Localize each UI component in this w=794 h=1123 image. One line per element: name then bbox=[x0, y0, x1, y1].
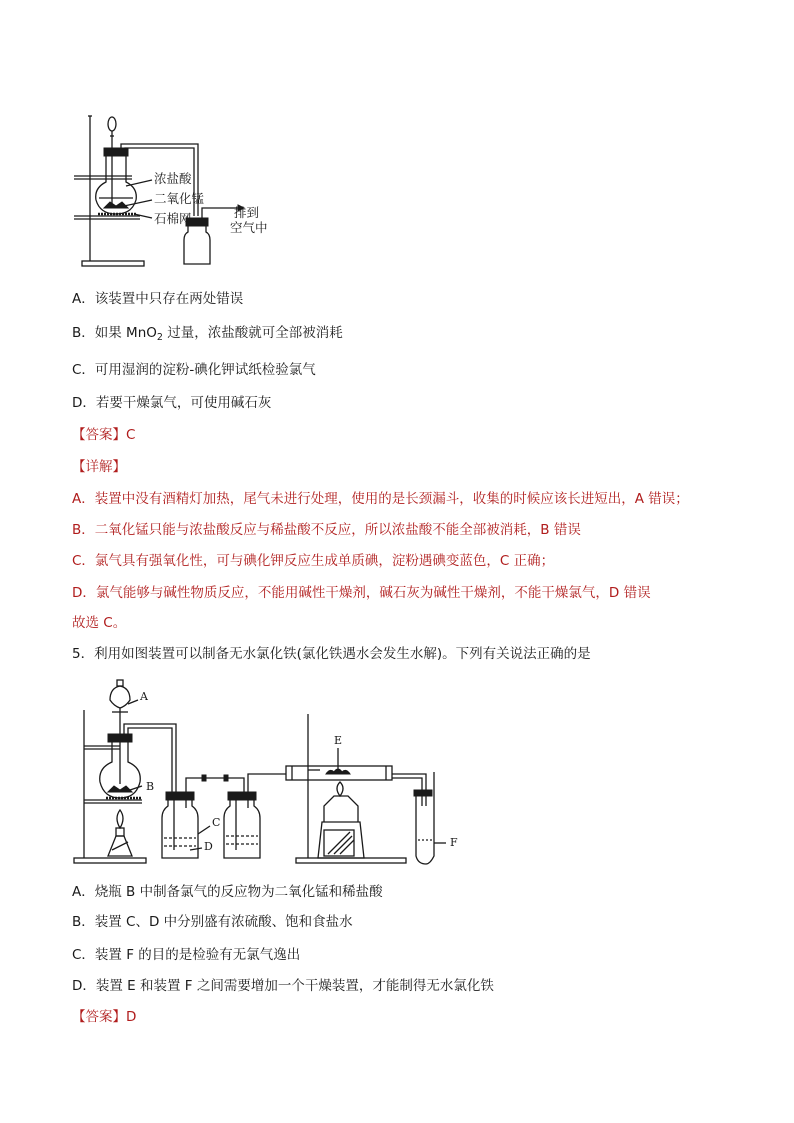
label-d: D bbox=[204, 840, 213, 853]
label-e: E bbox=[334, 734, 343, 747]
q5-answer-key: 【答案】 bbox=[72, 1009, 126, 1025]
label-asbestos-gauze: 石棉网 bbox=[154, 211, 192, 226]
q4-answer-value: C bbox=[126, 427, 136, 443]
label-b: B bbox=[146, 780, 155, 793]
q4-option-b-pre: B．如果 MnO bbox=[72, 325, 157, 341]
q4-option-c: C．可用湿润的淀粉-碘化钾试纸检验氯气 bbox=[72, 362, 316, 378]
q4-option-b-post: 过量，浓盐酸就可全部被消耗 bbox=[162, 325, 343, 341]
q5-answer bbox=[72, 1008, 136, 1026]
q4-detail-c: C．氯气具有强氧化性，可与碘化钾反应生成单质碘，淀粉遇碘变蓝色，C 正确； bbox=[72, 553, 555, 569]
q5-answer-value: D bbox=[126, 1009, 137, 1025]
apparatus-2-drawing bbox=[72, 678, 472, 866]
label-c: C bbox=[212, 816, 221, 829]
q4-option-b-sub: 2 bbox=[156, 332, 163, 343]
q4-option-b bbox=[72, 324, 343, 347]
q4-detail-heading: 【详解】 bbox=[72, 459, 126, 475]
q4-detail-conclusion: 故选 C。 bbox=[72, 615, 127, 631]
q4-detail-a: A．装置中没有酒精灯加热，尾气未进行处理，使用的是长颈漏斗，收集的时候应该长进短出，A 错误； bbox=[72, 491, 689, 507]
q4-answer-key: 【答案】 bbox=[72, 427, 126, 443]
q4-answer bbox=[72, 426, 135, 444]
q5-option-d: D．装置 E 和装置 F 之间需要增加一个干燥装置，才能制得无水氯化铁 bbox=[72, 978, 494, 994]
label-mno2: 二氧化锰 bbox=[154, 191, 205, 206]
label-f: F bbox=[450, 836, 458, 849]
q4-detail-d: D．氯气能够与碱性物质反应，不能用碱性干燥剂，碱石灰为碱性干燥剂，不能干燥氯气，D 错误 bbox=[72, 585, 651, 601]
figure-apparatus-2 bbox=[72, 678, 472, 866]
q5-stem: 5．利用如图装置可以制备无水氯化铁(氯化铁遇水会发生水解)。下列有关说法正确的是 bbox=[72, 646, 591, 662]
q4-option-d: D．若要干燥氯气，可使用碱石灰 bbox=[72, 395, 272, 411]
label-vent-2: 空气中 bbox=[230, 220, 268, 235]
q4-option-a: A．该装置中只存在两处错误 bbox=[72, 291, 244, 307]
label-vent-1: 排到 bbox=[234, 205, 260, 220]
q5-option-a: A．烧瓶 B 中制备氯气的反应物为二氧化锰和稀盐酸 bbox=[72, 884, 383, 900]
label-a: A bbox=[140, 690, 148, 703]
figure-apparatus-1 bbox=[72, 108, 302, 273]
q5-option-c: C．装置 F 的目的是检验有无氯气逸出 bbox=[72, 947, 301, 963]
q5-option-b: B．装置 C、D 中分别盛有浓硫酸、饱和食盐水 bbox=[72, 914, 353, 930]
q4-detail-b: B．二氧化锰只能与浓盐酸反应与稀盐酸不反应，所以浓盐酸不能全部被消耗，B 错误 bbox=[72, 522, 581, 538]
label-conc-hcl: 浓盐酸 bbox=[154, 171, 192, 186]
